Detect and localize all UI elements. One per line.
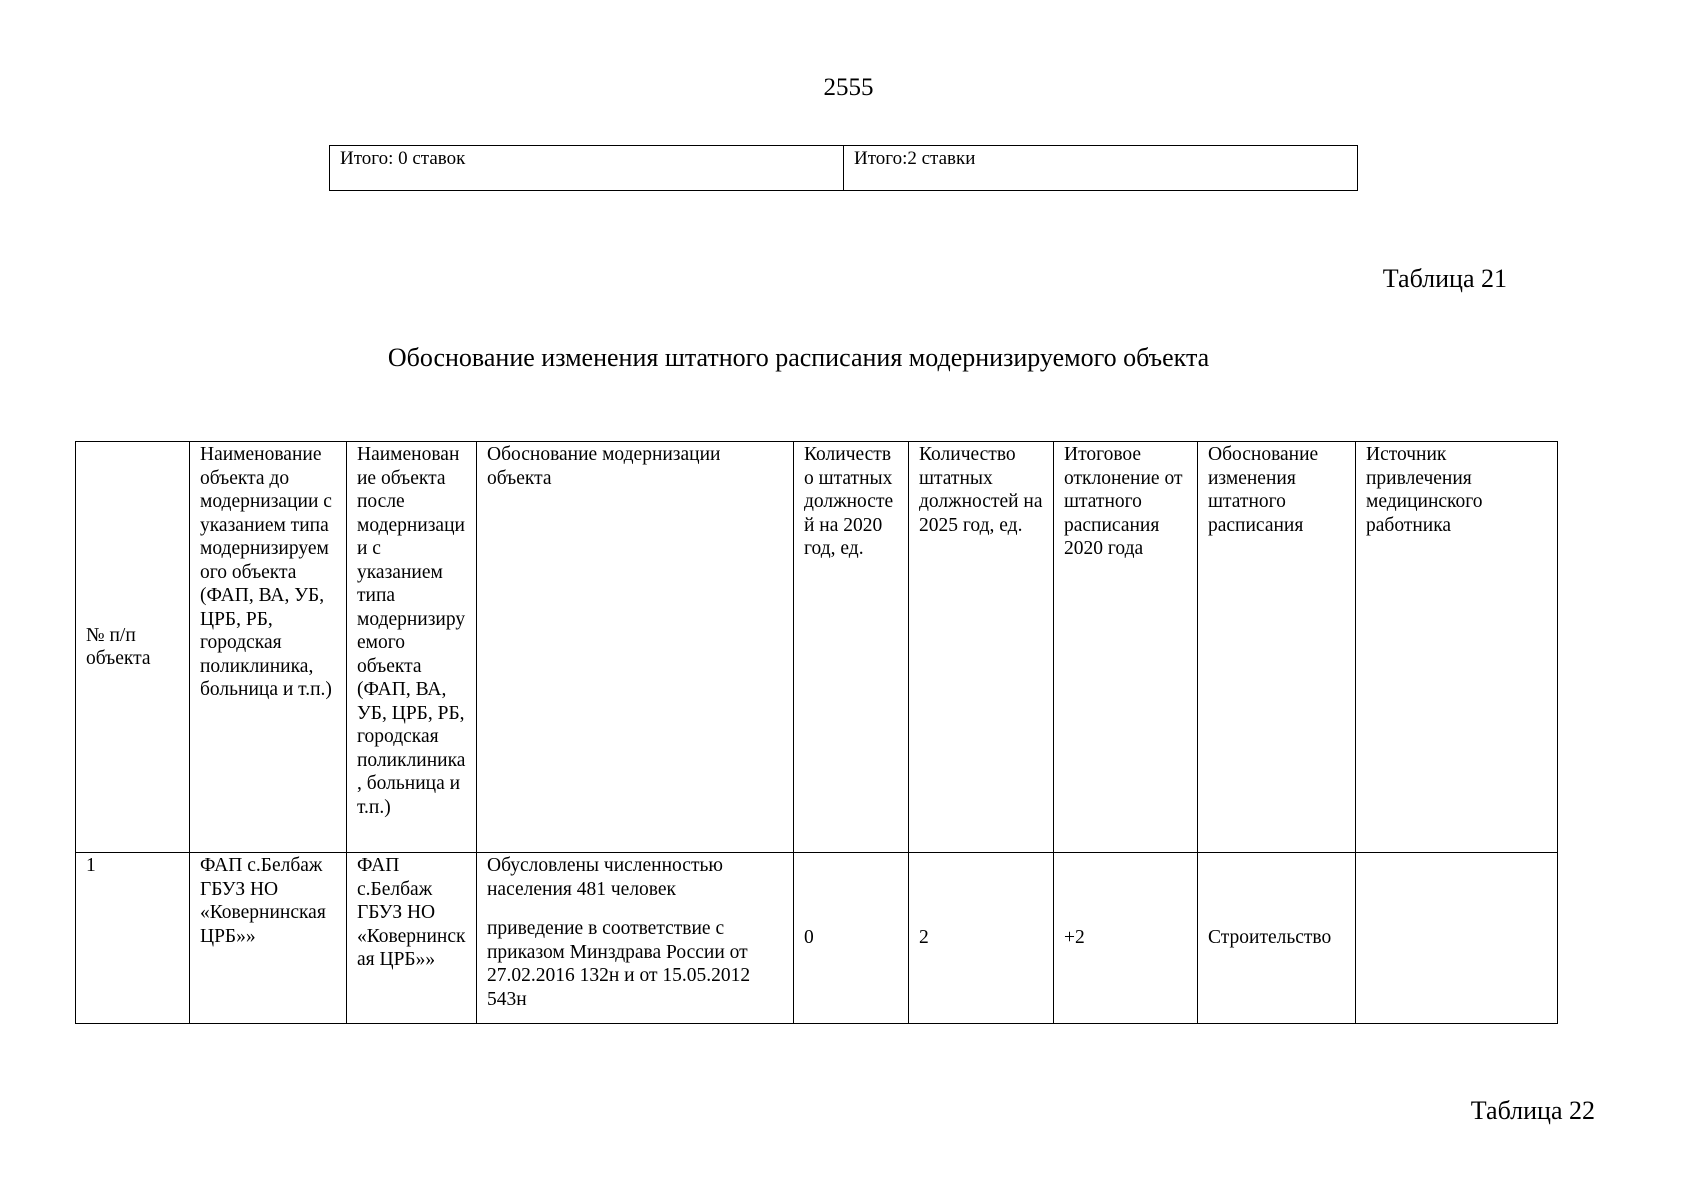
- table-21-label: Таблица 21: [1382, 264, 1507, 293]
- page-number: 2555: [823, 74, 874, 101]
- header-before: Наименование объекта до модернизации с указанием типа модернизируемого объекта (ФАП, ВА, УБ, ЦРБ, РБ, городская поликлиника, больница и т.п.): [190, 442, 347, 853]
- cell-count-2025: 2: [909, 853, 1054, 1024]
- cell-change-reason: Строительство: [1198, 853, 1356, 1024]
- table-title: Обоснование изменения штатного расписания модернизируемого объекта: [387, 343, 1210, 372]
- cell-source: [1356, 853, 1558, 1024]
- totals-row: [330, 146, 1358, 191]
- justification-population: Обусловлены численностью населения 481 человек: [487, 855, 723, 900]
- cell-before: ФАП с.Белбаж ГБУЗ НО «Ковернинская ЦРБ»»: [190, 853, 347, 1024]
- cell-count-2020: 0: [794, 853, 909, 1024]
- total-after: Итого:2 ставки: [844, 146, 1358, 191]
- header-after: Наименование объекта после модернизации с указанием типа модернизируемого объекта (ФАП, ВА, УБ, ЦРБ, РБ, городская поликлиника, больница и т.п.): [347, 442, 477, 853]
- header-source: Источник привлечения медицинского работника: [1356, 442, 1558, 853]
- header-justification: Обоснование модернизации объекта: [477, 442, 794, 853]
- totals-table: [329, 145, 1358, 191]
- total-before: Итого: 0 ставок: [330, 146, 844, 191]
- header-count-2025: Количество штатных должностей на 2025 год, ед.: [909, 442, 1054, 853]
- table-row: [76, 853, 1558, 1024]
- header-row: [76, 442, 1558, 853]
- header-num: № п/п объекта: [76, 442, 190, 853]
- table-22-label: Таблица 22: [1470, 1096, 1595, 1125]
- header-count-2020: Количество штатных должностей на 2020 год, ед.: [794, 442, 909, 853]
- cell-after: ФАП с.Белбаж ГБУЗ НО «Ковернинская ЦРБ»»: [347, 853, 477, 1024]
- cell-deviation: +2: [1054, 853, 1198, 1024]
- justification-order: приведение в соответствие с приказом Минздрава России от 27.02.2016 132н и от 15.05.2012 543н: [487, 918, 751, 1010]
- header-deviation: Итоговое отклонение от штатного расписания 2020 года: [1054, 442, 1198, 853]
- cell-justification: [477, 853, 794, 1024]
- cell-num: 1: [76, 853, 190, 1024]
- header-change-reason: Обоснование изменения штатного расписания: [1198, 442, 1356, 853]
- staffing-table: [75, 441, 1558, 1024]
